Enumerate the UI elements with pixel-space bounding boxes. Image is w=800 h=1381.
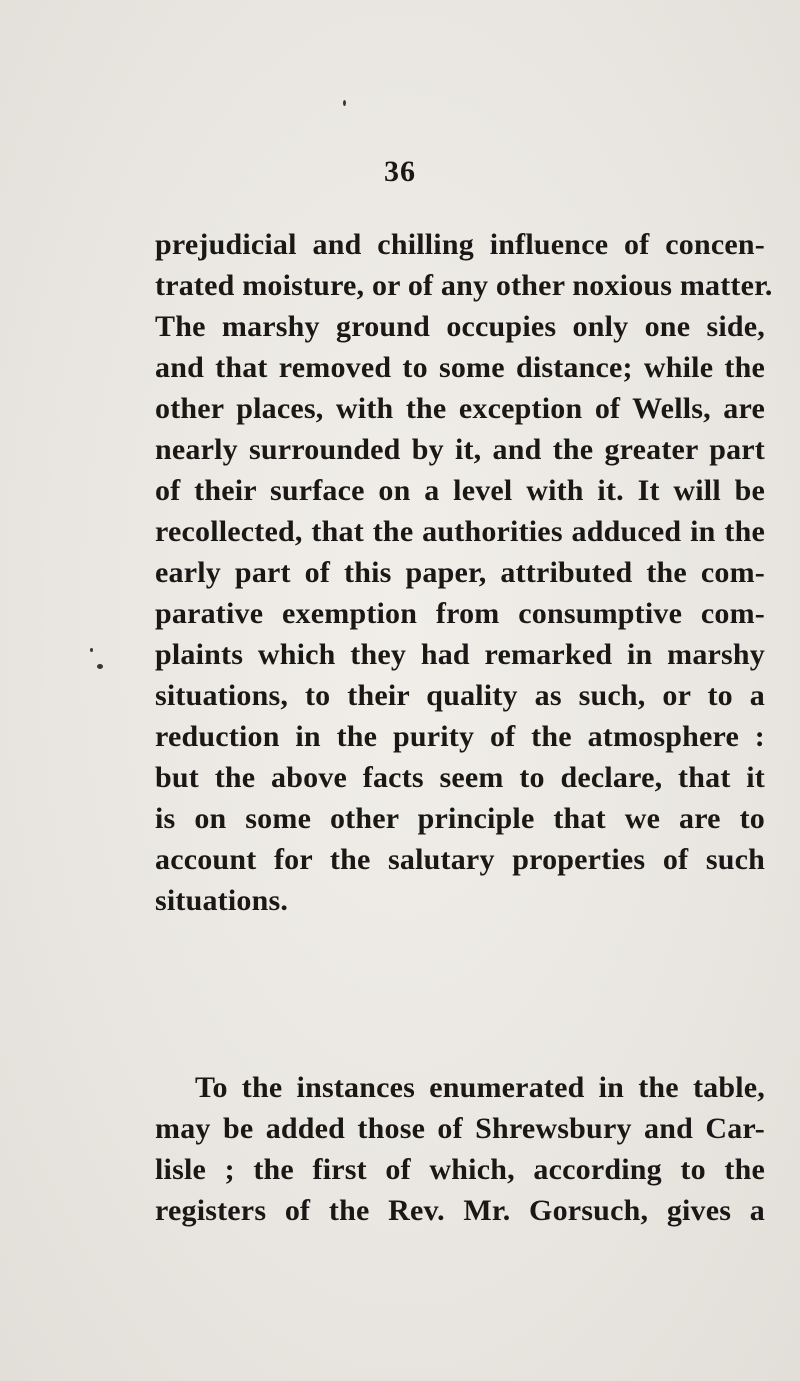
text-line: early part of this paper, attributed the com- [155,556,765,589]
text-line: of their surface on a level with it. It will be [155,474,765,507]
text-line: situations, to their quality as such, or to a [155,679,765,712]
text-line: lisle ; the first of which, according to the [155,1153,765,1186]
paragraph-2 [155,1067,765,1231]
text-line: situations. [155,884,289,917]
text-line: To the instances enumerated in the table, [195,1071,765,1104]
text-line: is on some other principle that we are to [155,802,765,835]
ink-speck [90,648,93,652]
text-line: reduction in the purity of the atmosphere : [155,720,765,753]
text-line: trated moisture, or of any other noxious matter. [155,269,773,302]
text-line: account for the salutary properties of such [155,843,765,876]
text-line: The marshy ground occupies only one side, [155,310,765,343]
text-line: parative exemption from consumptive com- [155,597,765,630]
paragraph-1 [155,224,773,921]
text-line: nearly surrounded by it, and the greater part [155,433,765,466]
page-number: 36 [384,155,416,188]
text-line: registers of the Rev. Mr. Gorsuch, gives a [155,1194,765,1227]
text-line: prejudicial and chilling influence of concen- [155,228,765,261]
text-line: and that removed to some distance; while the [155,351,765,384]
text-line: may be added those of Shrewsbury and Car- [155,1112,765,1145]
ink-speck [343,100,346,106]
ink-speck [97,664,103,669]
text-line: recollected, that the authorities adduced in the [155,515,765,548]
text-line: but the above facts seem to declare, that it [155,761,765,794]
text-line: plaints which they had remarked in marshy [155,638,765,671]
text-line: other places, with the exception of Wells, are [155,392,765,425]
